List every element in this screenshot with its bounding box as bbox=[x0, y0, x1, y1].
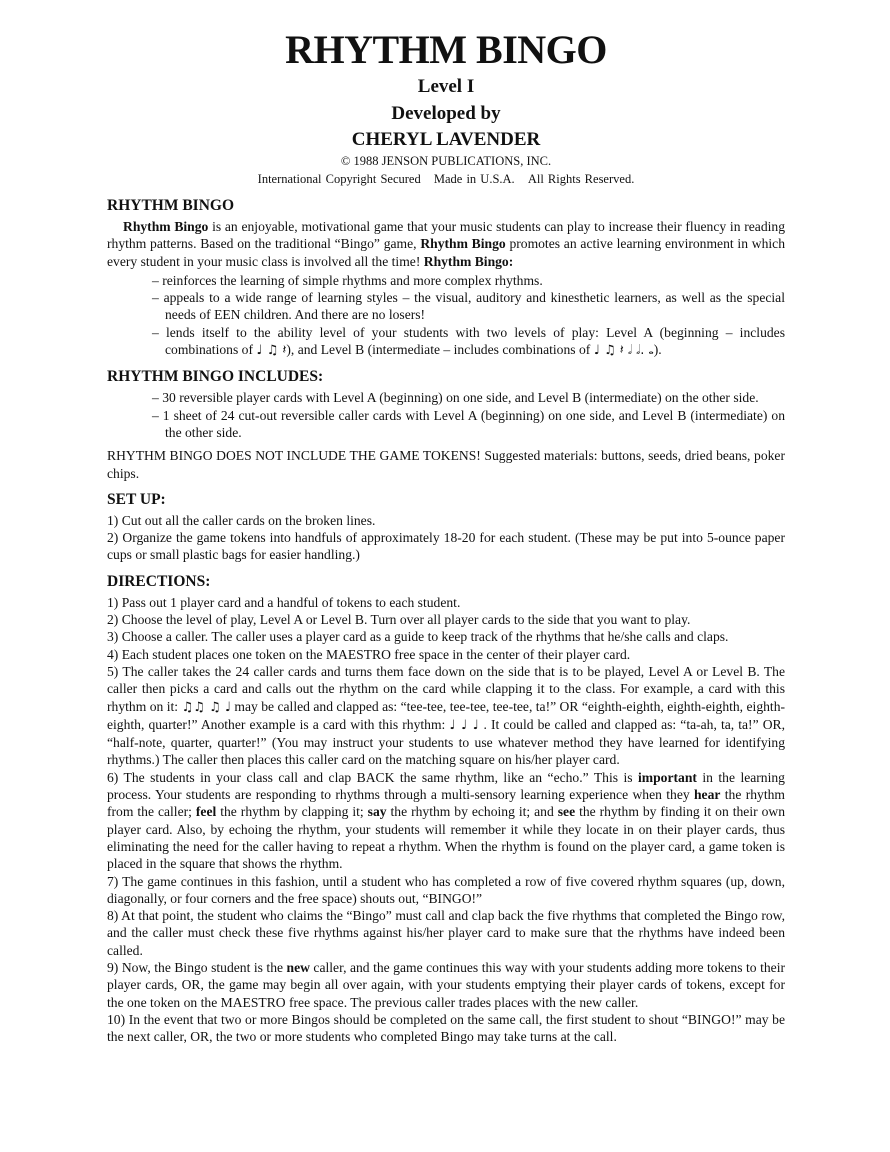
setup-heading: SET UP: bbox=[107, 490, 166, 508]
page-title: RHYTHM BINGO bbox=[285, 27, 607, 72]
document-page bbox=[107, 26, 785, 1045]
rhythm-notation: ♩ ♫ 𝄽 𝅗𝅥 𝅗𝅥. 𝅝 bbox=[593, 343, 654, 359]
list-item: – appeals to a wide range of learning styles – the visual, auditory and kinesthetic learners, as well as the special needs of EEN children. And there are no losers! bbox=[152, 289, 785, 324]
list-item: – 30 reversible player cards with Level A (beginning) on one side, and Level B (intermediate) on the other side. bbox=[152, 389, 785, 406]
includes-heading: RHYTHM BINGO INCLUDES: bbox=[107, 368, 324, 386]
rights-item: Made in U.S.A. bbox=[433, 172, 515, 186]
intro-paragraph: Rhythm Bingo is an enjoyable, motivational game that your music students can play to increase their fluency in reading rhythm patterns. Based on the traditional “Bingo” game, Rhythm Bingo promotes an active learning environment in which every student in your music class is involved all the time! Rhythm Bingo: bbox=[107, 219, 785, 269]
includes-list bbox=[107, 389, 785, 441]
tokens-notice: RHYTHM BINGO DOES NOT INCLUDE THE GAME TOKENS! Suggested materials: buttons, seeds, dried beans, poker chips. bbox=[107, 448, 785, 481]
list-item: – lends itself to the ability level of your students with two levels of play: Level A (beginning – includes combinations of ♩ ♫ 𝄽), and Level B (intermediate – includes combinations of ♩ ♫ 𝄽 𝅗𝅥 𝅗𝅥. 𝅝). bbox=[152, 324, 785, 360]
developed-by-label: Developed by bbox=[391, 103, 501, 124]
level-label: Level I bbox=[417, 76, 475, 97]
list-item: 7) The game continues in this fashion, until a student who has completed a row of five covered rhythm squares (up, down, diagonally, or four corners and the free space) shouts out, “BINGO!” bbox=[107, 873, 785, 906]
intro-heading: RHYTHM BINGO bbox=[107, 197, 235, 214]
setup-steps bbox=[107, 512, 785, 564]
directions-steps bbox=[107, 594, 785, 1046]
list-item: 1) Pass out 1 player card and a handful of tokens to each student. bbox=[107, 594, 461, 610]
copyright-line: © 1988 JENSON PUBLICATIONS, INC. bbox=[340, 154, 552, 168]
rhythm-notation: ♫♫ ♫ ♩ bbox=[181, 699, 231, 715]
list-item: 3) Choose a caller. The caller uses a player card as a guide to keep track of the rhythms that he/she calls and claps. bbox=[107, 629, 729, 645]
rights-item: International Copyright Secured bbox=[257, 172, 421, 186]
rhythm-notation: ♩ ♩ ♩ bbox=[449, 717, 480, 733]
intro-bullet-list bbox=[107, 272, 785, 359]
author-name: CHERYL LAVENDER bbox=[351, 129, 541, 150]
list-item: 1) Cut out all the caller cards on the broken lines. bbox=[107, 512, 376, 528]
rights-item: All Rights Reserved. bbox=[527, 172, 635, 186]
list-item: 8) At that point, the student who claims the “Bingo” must call and clap back the five rhythms that completed the Bingo row, and the caller must check these five rhythms against his/her player card to make sure that the rhythms have indeed been called. bbox=[107, 908, 785, 958]
rights-line bbox=[107, 170, 785, 188]
list-item: 2) Choose the level of play, Level A or Level B. Turn over all player cards to the side that you want to play. bbox=[107, 612, 691, 628]
list-item: 9) Now, the Bingo student is the new caller, and the game continues this way with your students adding more tokens to their player cards, OR, the game may begin all over again, with your students emptying their player cards of tokens, except for the one token on the MAESTRO free space. The previous caller trades places with the new caller. bbox=[107, 959, 785, 1010]
list-item: – reinforces the learning of simple rhythms and more complex rhythms. bbox=[152, 272, 785, 289]
list-item: 10) In the event that two or more Bingos should be completed on the same call, the first student to shout “BINGO!” may be the next caller, OR, the two or more students who completed Bingo may take turns at the call. bbox=[107, 1011, 785, 1045]
directions-heading: DIRECTIONS: bbox=[107, 572, 211, 590]
list-item: 6) The students in your class call and clap BACK the same rhythm, like an “echo.” This is important in the learning process. Your students are responding to rhythms through a multi-sensory learning experience when they hear the rhythm from the caller; feel the rhythm by clapping it; say the rhythm by echoing it; and see the rhythm by finding it on their own player card. Also, by echoing the rhythm, your students will remember it while they locate in on their player cards, thus eliminating the need for the caller having to repeat a rhythm. When the rhythm is found on the player card, a game token is placed in the square that shows the rhythm. bbox=[107, 769, 786, 872]
list-item: 4) Each student places one token on the MAESTRO free space in the center of their player card. bbox=[107, 646, 631, 662]
rhythm-notation: ♩ ♫ 𝄽 bbox=[256, 343, 287, 359]
list-item: – 1 sheet of 24 cut-out reversible caller cards with Level A (beginning) on one side, and Level B (intermediate) on the other side. bbox=[152, 407, 785, 442]
list-item: 2) Organize the game tokens into handfuls of approximately 18-20 for each student. (These may be put into 5-ounce paper cups or small plastic bags for easier handling.) bbox=[107, 530, 785, 563]
list-item: 5) The caller takes the 24 caller cards and turns them face down on the side that is to be played, Level A or Level B. The caller then picks a card and calls out the rhythm on the card while clapping it to the class. For example, a card with this rhythm on it: ♫♫ ♫ ♩ may be called and clapped as: “tee-tee, tee-tee, tee-tee, ta!” OR “eighth-eighth, eighth-eighth, eighth-eighth, quarter!” Another example is a card with this rhythm: ♩ ♩ ♩ . It could be called and clapped as: “ta-ah, ta, ta!” OR, “half-note, quarter, quarter!” (You may instruct your students to use whatever method they have learned for identifying rhythms.) The caller then places this caller card on the matching square on his/her player card. bbox=[107, 663, 786, 768]
